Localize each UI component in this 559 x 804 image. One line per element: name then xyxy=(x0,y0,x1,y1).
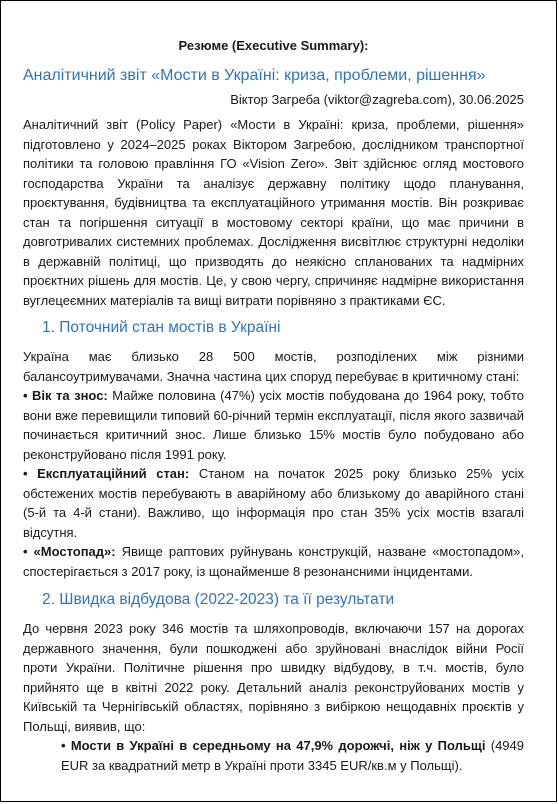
document-title: Аналітичний звіт «Мости в Україні: криза, проблеми, рішення» xyxy=(23,67,486,84)
section-2-lead: До червня 2023 року 346 мостів та шляхопроводів, включаючи 157 на дорогах державного значення, були пошкоджені або зруйновані внаслідок війни Росії проти України. Політичне рішення про швидку відбудову, в т.ч. мостів, було прийнято ще в квітні 2022 року. Детальний аналіз реконструйованих мостів у Київській та Чернігівській областях, порівняно з вибіркою нещодавніх проєктів у Польщі, виявив, що: xyxy=(23,621,524,734)
bullet-label: • Експлуатаційний стан: xyxy=(23,466,190,481)
executive-summary-heading: Резюме (Executive Summary): xyxy=(178,38,369,53)
bullet-label: • Вік та знос: xyxy=(23,388,108,403)
bullet-cost-comparison xyxy=(23,736,524,775)
intro-paragraph: Аналітичний звіт (Policy Paper) «Мости в Україні: криза, проблеми, рішення» підготовлено у 2024–2025 роках Віктором Загребою, дослідником транспортної політики та головою правління ГО «Vision Zero». Звіт здійснює огляд мостового господарства України та аналізує державну політику щодо планування, проєктування, будівництва та експлуатаційного утримання мостів. Він розкриває стан та погіршення ситуації в мостовому секторі країни, що має причини в довготривалих системних проблемах. Дослідження висвітлює структурні недоліки в державній політиці, що призводять до неякісно спланованих та надмірних проєктних рішень для мостів. Це, у свою чергу, спричиняє надмірне використання вуглецеємних матеріалів та вищі витрати порівняно з практиками ЄС. xyxy=(23,117,524,308)
bullet-bridge-collapse xyxy=(23,542,524,581)
bullet-text: Майже половина (47%) усіх мостів побудована до 1964 року, тобто вони вже перевищили типовий 60-річний термін експлуатації, після якого зазвичай починається критичний знос. Лише близько 15% мостів було побудовано або реконструйовано після 1991 року. xyxy=(23,388,524,462)
bullet-label: • «Мостопад»: xyxy=(23,544,116,559)
bullet-operational-state xyxy=(23,464,524,542)
bullet-text: Явище раптових руйнувань конструкцій, назване «мостопадом», спостерігається з 2017 року, із щонайменше 8 резонансними інцидентами. xyxy=(23,544,524,579)
section-1-heading: 1. Поточний стан мостів в Україні xyxy=(42,319,281,336)
author-line: Віктор Загреба (viktor@zagreba.com), 30.06.2025 xyxy=(230,92,524,107)
section-2-heading: 2. Швидка відбудова (2022-2023) та її результати xyxy=(42,591,395,608)
bullet-text: (4949 EUR за квадратний метр в Україні проти 3345 EUR/кв.м у Польщі). xyxy=(61,738,524,773)
bullet-age-wear xyxy=(23,386,524,464)
section-1-lead: Україна має близько 28 500 мостів, розподілених між різними балансоутримувачами. Значна частина цих споруд перебуває в критичному стані: xyxy=(23,349,524,384)
bullet-label: • Мости в Україні в середньому на 47,9% дорожчі, ніж у Польщі xyxy=(61,738,486,753)
bullet-text: Станом на початок 2025 року близько 25% усіх обстежених мостів перебувають в аварійному або близькому до аварійного стані (5-й та 4-й стани). Важливо, що інформація про стан 35% усіх мостів взагалі відсутня. xyxy=(23,466,525,540)
